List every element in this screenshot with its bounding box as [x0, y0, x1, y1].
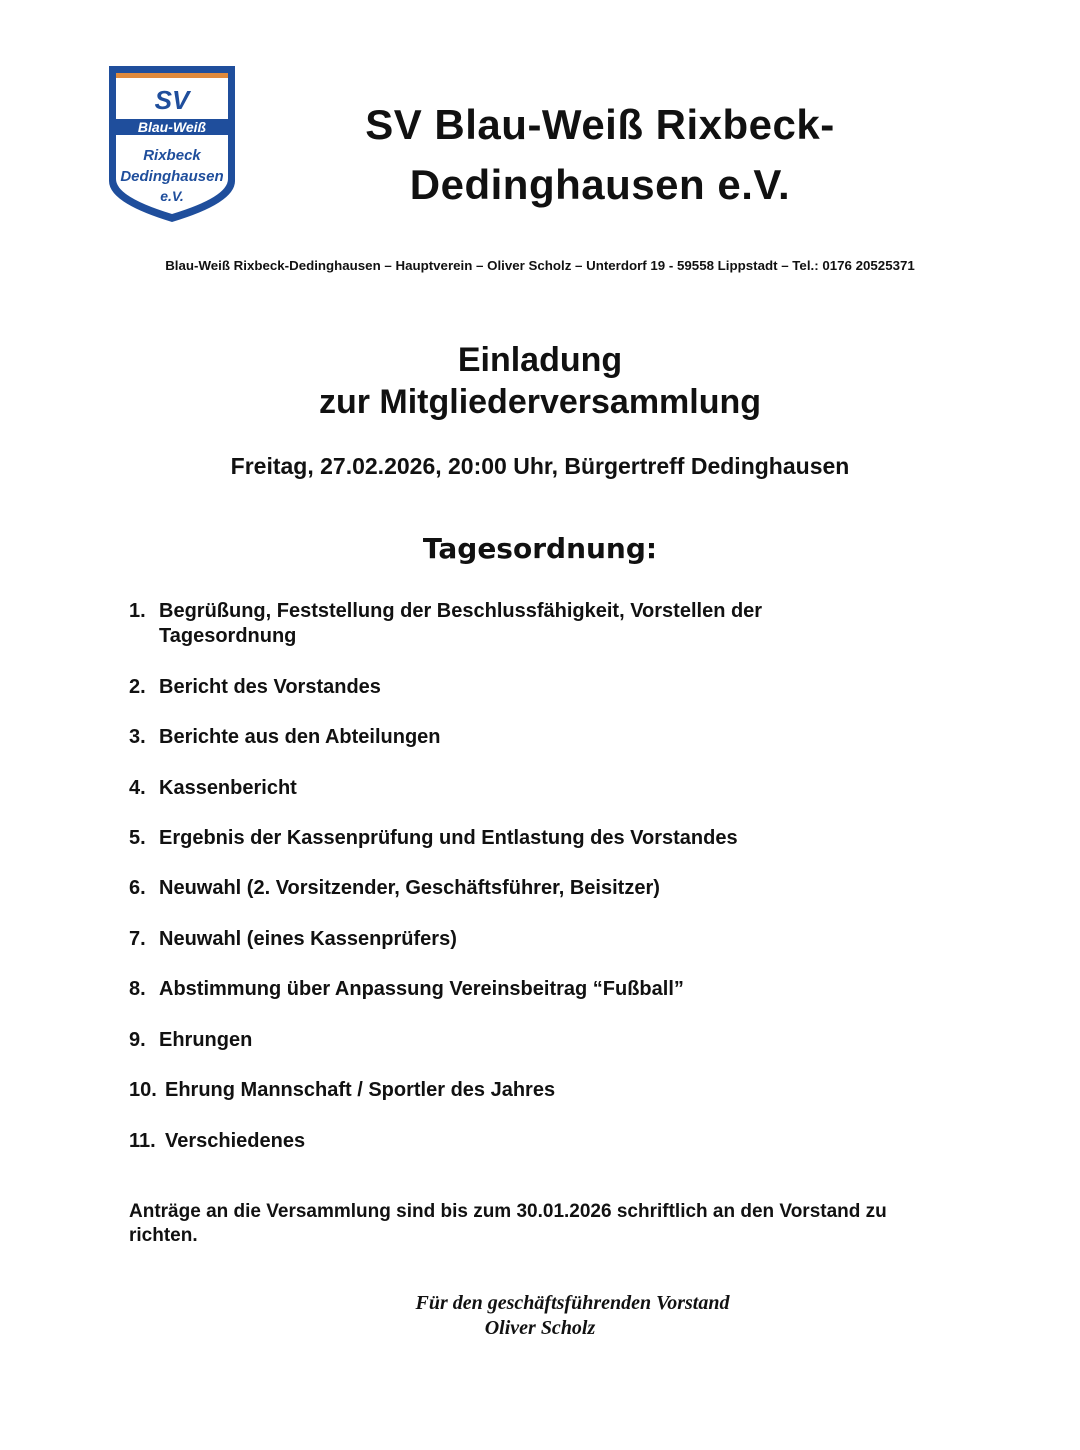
- club-name-line2: Dedinghausen e.V.: [409, 161, 791, 208]
- agenda-item-number: 1.: [129, 600, 146, 622]
- motions-note: Anträge an die Versammlung sind bis zum 30.01.2026 schriftlich an den Vorstand zu richten.: [129, 1201, 887, 1246]
- agenda-item-text: Begrüßung, Feststellung der Beschlussfähigkeit, Vorstellen der Tagesordnung: [159, 600, 763, 647]
- agenda-item-number: 6.: [129, 877, 146, 899]
- heading-line2: zur Mitgliederversammlung: [318, 383, 762, 421]
- agenda-item: [129, 1028, 929, 1053]
- address-line: Blau-Weiß Rixbeck-Dedinghausen – Hauptverein – Oliver Scholz – Unterdorf 19 - 59558 Lippstadt – Tel.: 0176 20525371: [165, 258, 915, 273]
- agenda-item-text: Bericht des Vorstandes: [159, 676, 381, 698]
- agenda-item-text: Verschiedenes: [165, 1130, 306, 1152]
- svg-text:Rixbeck: Rixbeck: [143, 147, 201, 164]
- agenda-item-text: Berichte aus den Abteilungen: [159, 726, 441, 748]
- agenda-item: [129, 876, 929, 901]
- agenda-item-text: Abstimmung über Anpassung Vereinsbeitrag “Fußball”: [159, 978, 684, 1000]
- agenda-title: Tagesordnung:: [422, 532, 658, 565]
- signature-line1: Für den geschäftsführenden Vorstand: [415, 1292, 730, 1314]
- svg-text:SV: SV: [154, 85, 190, 115]
- heading-line1: Einladung: [457, 341, 623, 379]
- agenda-item: [129, 1078, 929, 1103]
- agenda-item-text: Ergebnis der Kassenprüfung und Entlastung des Vorstandes: [159, 827, 738, 849]
- agenda-item-number: 7.: [129, 928, 146, 950]
- signature-name: Oliver Scholz: [484, 1317, 596, 1339]
- agenda-item: [129, 977, 929, 1002]
- agenda-item-number: 8.: [129, 978, 146, 1000]
- svg-text:e.V.: e.V.: [160, 188, 184, 204]
- club-logo: [106, 63, 238, 225]
- svg-text:Blau-Weiß: Blau-Weiß: [137, 119, 207, 135]
- agenda-item: [129, 826, 929, 851]
- agenda-item-number: 10.: [129, 1079, 157, 1101]
- agenda-item-text: Neuwahl (eines Kassenprüfers): [159, 928, 457, 950]
- agenda-item-text: Neuwahl (2. Vorsitzender, Geschäftsführer, Beisitzer): [159, 877, 660, 899]
- agenda-item: [129, 599, 929, 649]
- agenda-item-number: 5.: [129, 827, 146, 849]
- svg-text:Dedinghausen: Dedinghausen: [120, 168, 224, 185]
- agenda-item-text: Ehrung Mannschaft / Sportler des Jahres: [165, 1079, 556, 1101]
- agenda-item-number: 9.: [129, 1029, 146, 1051]
- agenda-item-number: 11.: [129, 1130, 156, 1152]
- agenda-item-text: Kassenbericht: [159, 777, 297, 799]
- agenda-item-number: 4.: [129, 777, 146, 799]
- agenda-item: [129, 1129, 929, 1154]
- meeting-date: Freitag, 27.02.2026, 20:00 Uhr, Bürgertreff Dedinghausen: [230, 453, 850, 479]
- agenda-item: [129, 776, 929, 801]
- agenda-item: [129, 725, 929, 750]
- agenda-item-text: Ehrungen: [159, 1029, 253, 1051]
- agenda-item: [129, 927, 929, 952]
- club-name-line1: SV Blau-Weiß Rixbeck-: [365, 101, 835, 148]
- agenda-item-number: 2.: [129, 676, 146, 698]
- agenda-item-number: 3.: [129, 726, 146, 748]
- agenda-item: [129, 675, 929, 700]
